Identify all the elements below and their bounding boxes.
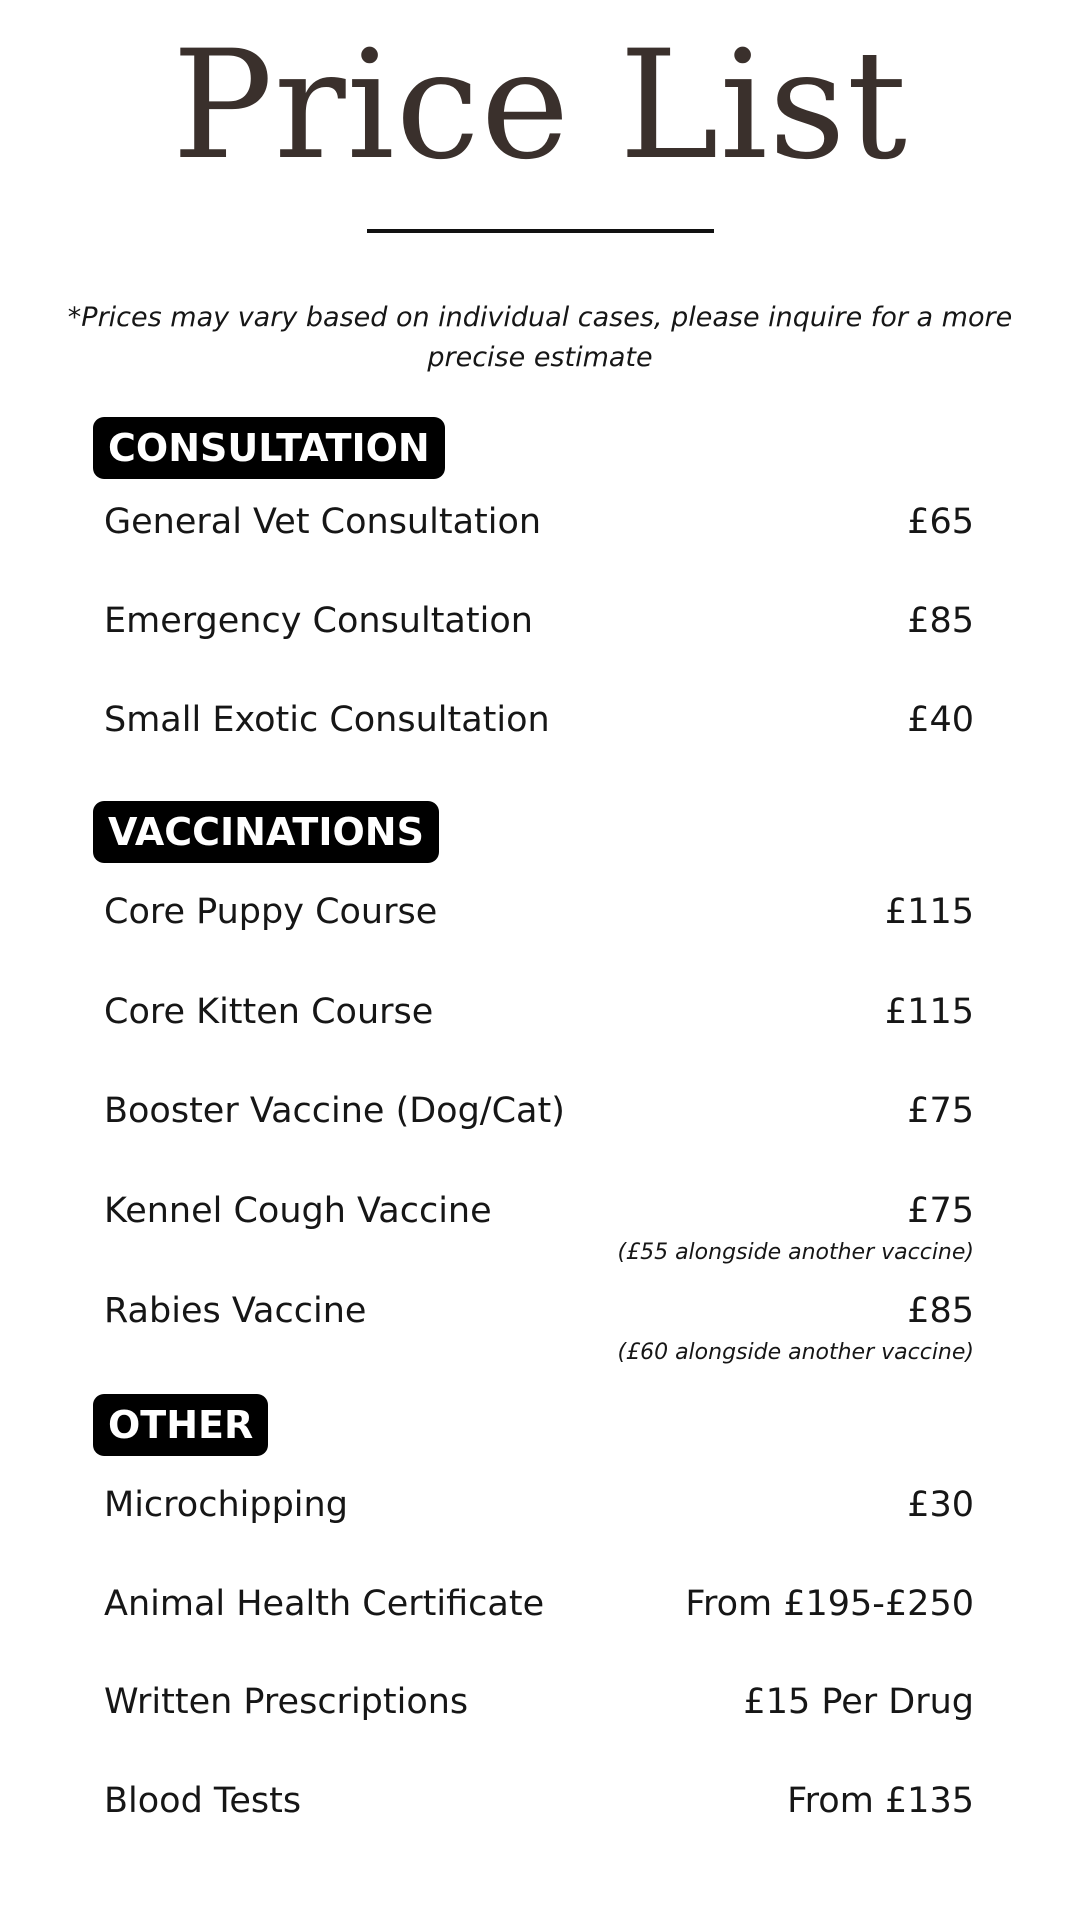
item-note: (£60 alongside another vaccine) xyxy=(617,1340,974,1365)
page-title: Price List xyxy=(172,19,908,193)
item-label: Animal Health Certificate xyxy=(104,1584,545,1624)
item-label: Core Kitten Course xyxy=(104,992,434,1032)
item-label: Blood Tests xyxy=(104,1781,302,1821)
price-row xyxy=(104,695,974,745)
price-row xyxy=(104,1286,974,1365)
item-price: £85 xyxy=(907,601,974,641)
price-row xyxy=(104,1086,974,1136)
item-label: Small Exotic Consultation xyxy=(104,700,550,740)
section-heading-other: OTHER xyxy=(93,1394,268,1456)
title-underline xyxy=(367,229,714,233)
item-label: Written Prescriptions xyxy=(104,1682,469,1722)
item-price: £40 xyxy=(907,700,974,740)
item-price: £30 xyxy=(907,1485,974,1525)
item-label: Kennel Cough Vaccine xyxy=(104,1191,492,1231)
price-disclaimer: *Prices may vary based on individual cases, please inquire for a more precise estimate xyxy=(67,302,1013,373)
item-price: £15 Per Drug xyxy=(743,1682,974,1722)
price-row xyxy=(104,1776,974,1826)
price-row xyxy=(104,1480,974,1530)
item-label: General Vet Consultation xyxy=(104,502,542,542)
price-row xyxy=(104,987,974,1037)
item-label: Rabies Vaccine xyxy=(104,1291,367,1331)
item-price: £75 xyxy=(907,1091,974,1131)
item-price: £85 xyxy=(907,1291,974,1331)
section-heading-vaccinations: VACCINATIONS xyxy=(93,801,439,863)
price-row xyxy=(104,1186,974,1265)
item-price: From £135 xyxy=(787,1781,974,1821)
item-note: (£55 alongside another vaccine) xyxy=(617,1240,974,1265)
price-row xyxy=(104,1677,974,1727)
item-price: £65 xyxy=(907,502,974,542)
section-heading-consultation: CONSULTATION xyxy=(93,417,445,479)
price-row xyxy=(104,887,974,937)
item-price: From £195-£250 xyxy=(685,1584,974,1624)
item-label: Emergency Consultation xyxy=(104,601,533,641)
price-row xyxy=(104,497,974,547)
item-price: £75 xyxy=(907,1191,974,1231)
item-label: Microchipping xyxy=(104,1485,348,1525)
item-price: £115 xyxy=(884,892,974,932)
price-row xyxy=(104,1579,974,1629)
item-label: Booster Vaccine (Dog/Cat) xyxy=(104,1091,565,1131)
item-label: Core Puppy Course xyxy=(104,892,438,932)
price-row xyxy=(104,596,974,646)
item-price: £115 xyxy=(884,992,974,1032)
